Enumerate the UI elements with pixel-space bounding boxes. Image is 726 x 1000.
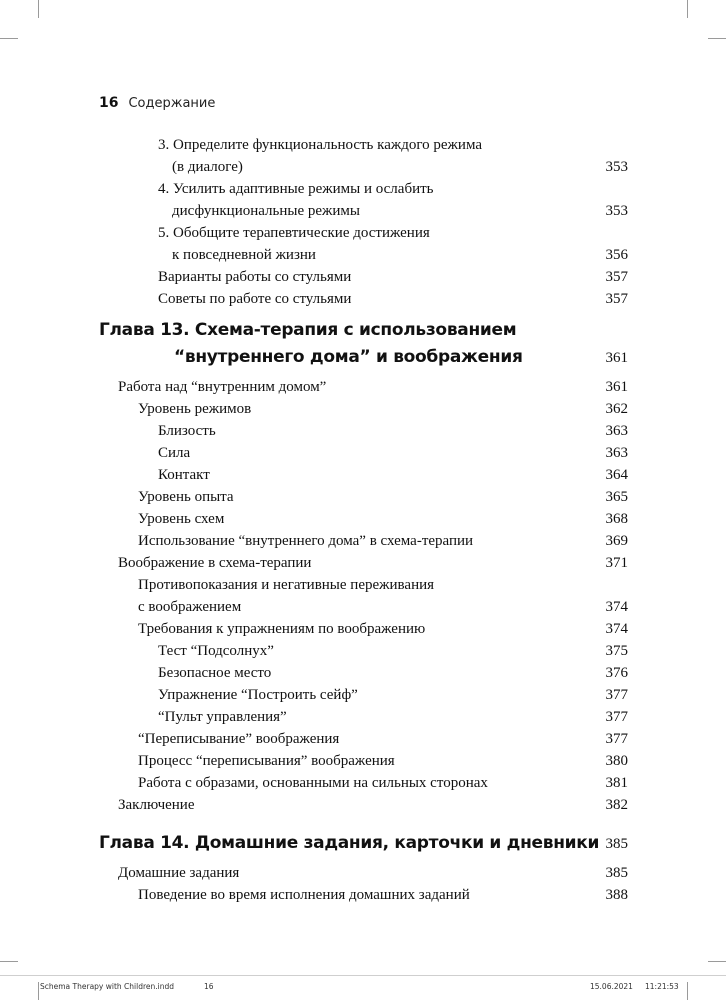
toc-entry: Заключение 382 <box>118 797 628 813</box>
toc-entry: Варианты работы со стульями 357 <box>0 266 726 288</box>
toc-entry: Уровень режимов 362 <box>138 401 628 417</box>
footer-filename: Schema Therapy with Children.indd <box>40 982 174 991</box>
crop-mark <box>687 0 688 18</box>
toc-page-number: 353 <box>605 203 628 219</box>
toc-entry: Воображение в схема-терапии 371 <box>118 555 628 571</box>
crop-mark <box>38 982 39 1000</box>
toc-entry: Работа с образами, основанными на сильных сторонах 381 <box>138 775 628 791</box>
toc-entry: Советы по работе со стульями 357 <box>0 288 726 310</box>
footer-time: 11:21:53 <box>645 982 679 991</box>
crop-mark <box>687 982 688 1000</box>
toc-entry: Близость 363 <box>158 423 628 439</box>
toc-entry: 3. Определите функциональность каждого режима <box>158 137 482 153</box>
running-header <box>99 95 215 117</box>
toc-entry: Противопоказания и негативные переживания <box>138 577 435 593</box>
crop-mark <box>0 961 18 962</box>
toc-entry: 4. Усилить адаптивные режимы и ослабить <box>158 181 434 197</box>
toc-entry: Домашние задания 385 <box>118 865 628 881</box>
toc-page-number: 357 <box>605 291 628 307</box>
toc-entry: Уровень опыта 365 <box>138 489 628 505</box>
toc-entry: Контакт 364 <box>158 467 628 483</box>
crop-mark <box>38 0 39 18</box>
toc-page-number: 353 <box>605 159 628 175</box>
crop-mark <box>708 38 726 39</box>
toc-entry: (в диалоге) 353 <box>0 156 726 178</box>
footer-date: 15.06.2021 <box>590 982 633 991</box>
toc-entry: Тест “Подсолнух” 375 <box>158 643 628 659</box>
footer-rule <box>0 975 726 976</box>
crop-mark <box>0 38 18 39</box>
toc-entry: Использование “внутреннего дома” в схема-терапии 369 <box>138 533 628 549</box>
toc-entry: “Переписывание” воображения 377 <box>138 731 628 747</box>
toc-entry: Сила 363 <box>158 445 628 461</box>
toc-entry: “Пульт управления” 377 <box>158 709 628 725</box>
footer-page: 16 <box>204 982 214 991</box>
toc-entry: Требования к упражнениям по воображению 374 <box>138 621 628 637</box>
toc-entry: Уровень схем 368 <box>138 511 628 527</box>
toc-page-number: 357 <box>605 269 628 285</box>
toc-entry: к повседневной жизни 356 <box>0 244 726 266</box>
crop-mark <box>708 961 726 962</box>
toc-entry: Безопасное место 376 <box>158 665 628 681</box>
toc-page-number: 356 <box>605 247 628 263</box>
toc-entry: с воображением 374 <box>138 599 628 615</box>
header-title: Содержание <box>128 96 216 111</box>
toc-page-number: 385 <box>605 836 628 852</box>
toc-entry: Поведение во время исполнения домашних заданий 388 <box>138 887 628 903</box>
toc-entry: Работа над “внутренним домом” 361 <box>118 379 628 395</box>
toc-entry: Упражнение “Построить сейф” 377 <box>158 687 628 703</box>
page-number: 16 <box>99 95 119 111</box>
toc-page-number: 361 <box>605 350 628 366</box>
toc-entry: дисфункциональные режимы 353 <box>0 200 726 222</box>
toc-entry: Процесс “переписывания” воображения 380 <box>138 753 628 769</box>
toc-entry: 5. Обобщите терапевтические достижения <box>158 225 430 241</box>
